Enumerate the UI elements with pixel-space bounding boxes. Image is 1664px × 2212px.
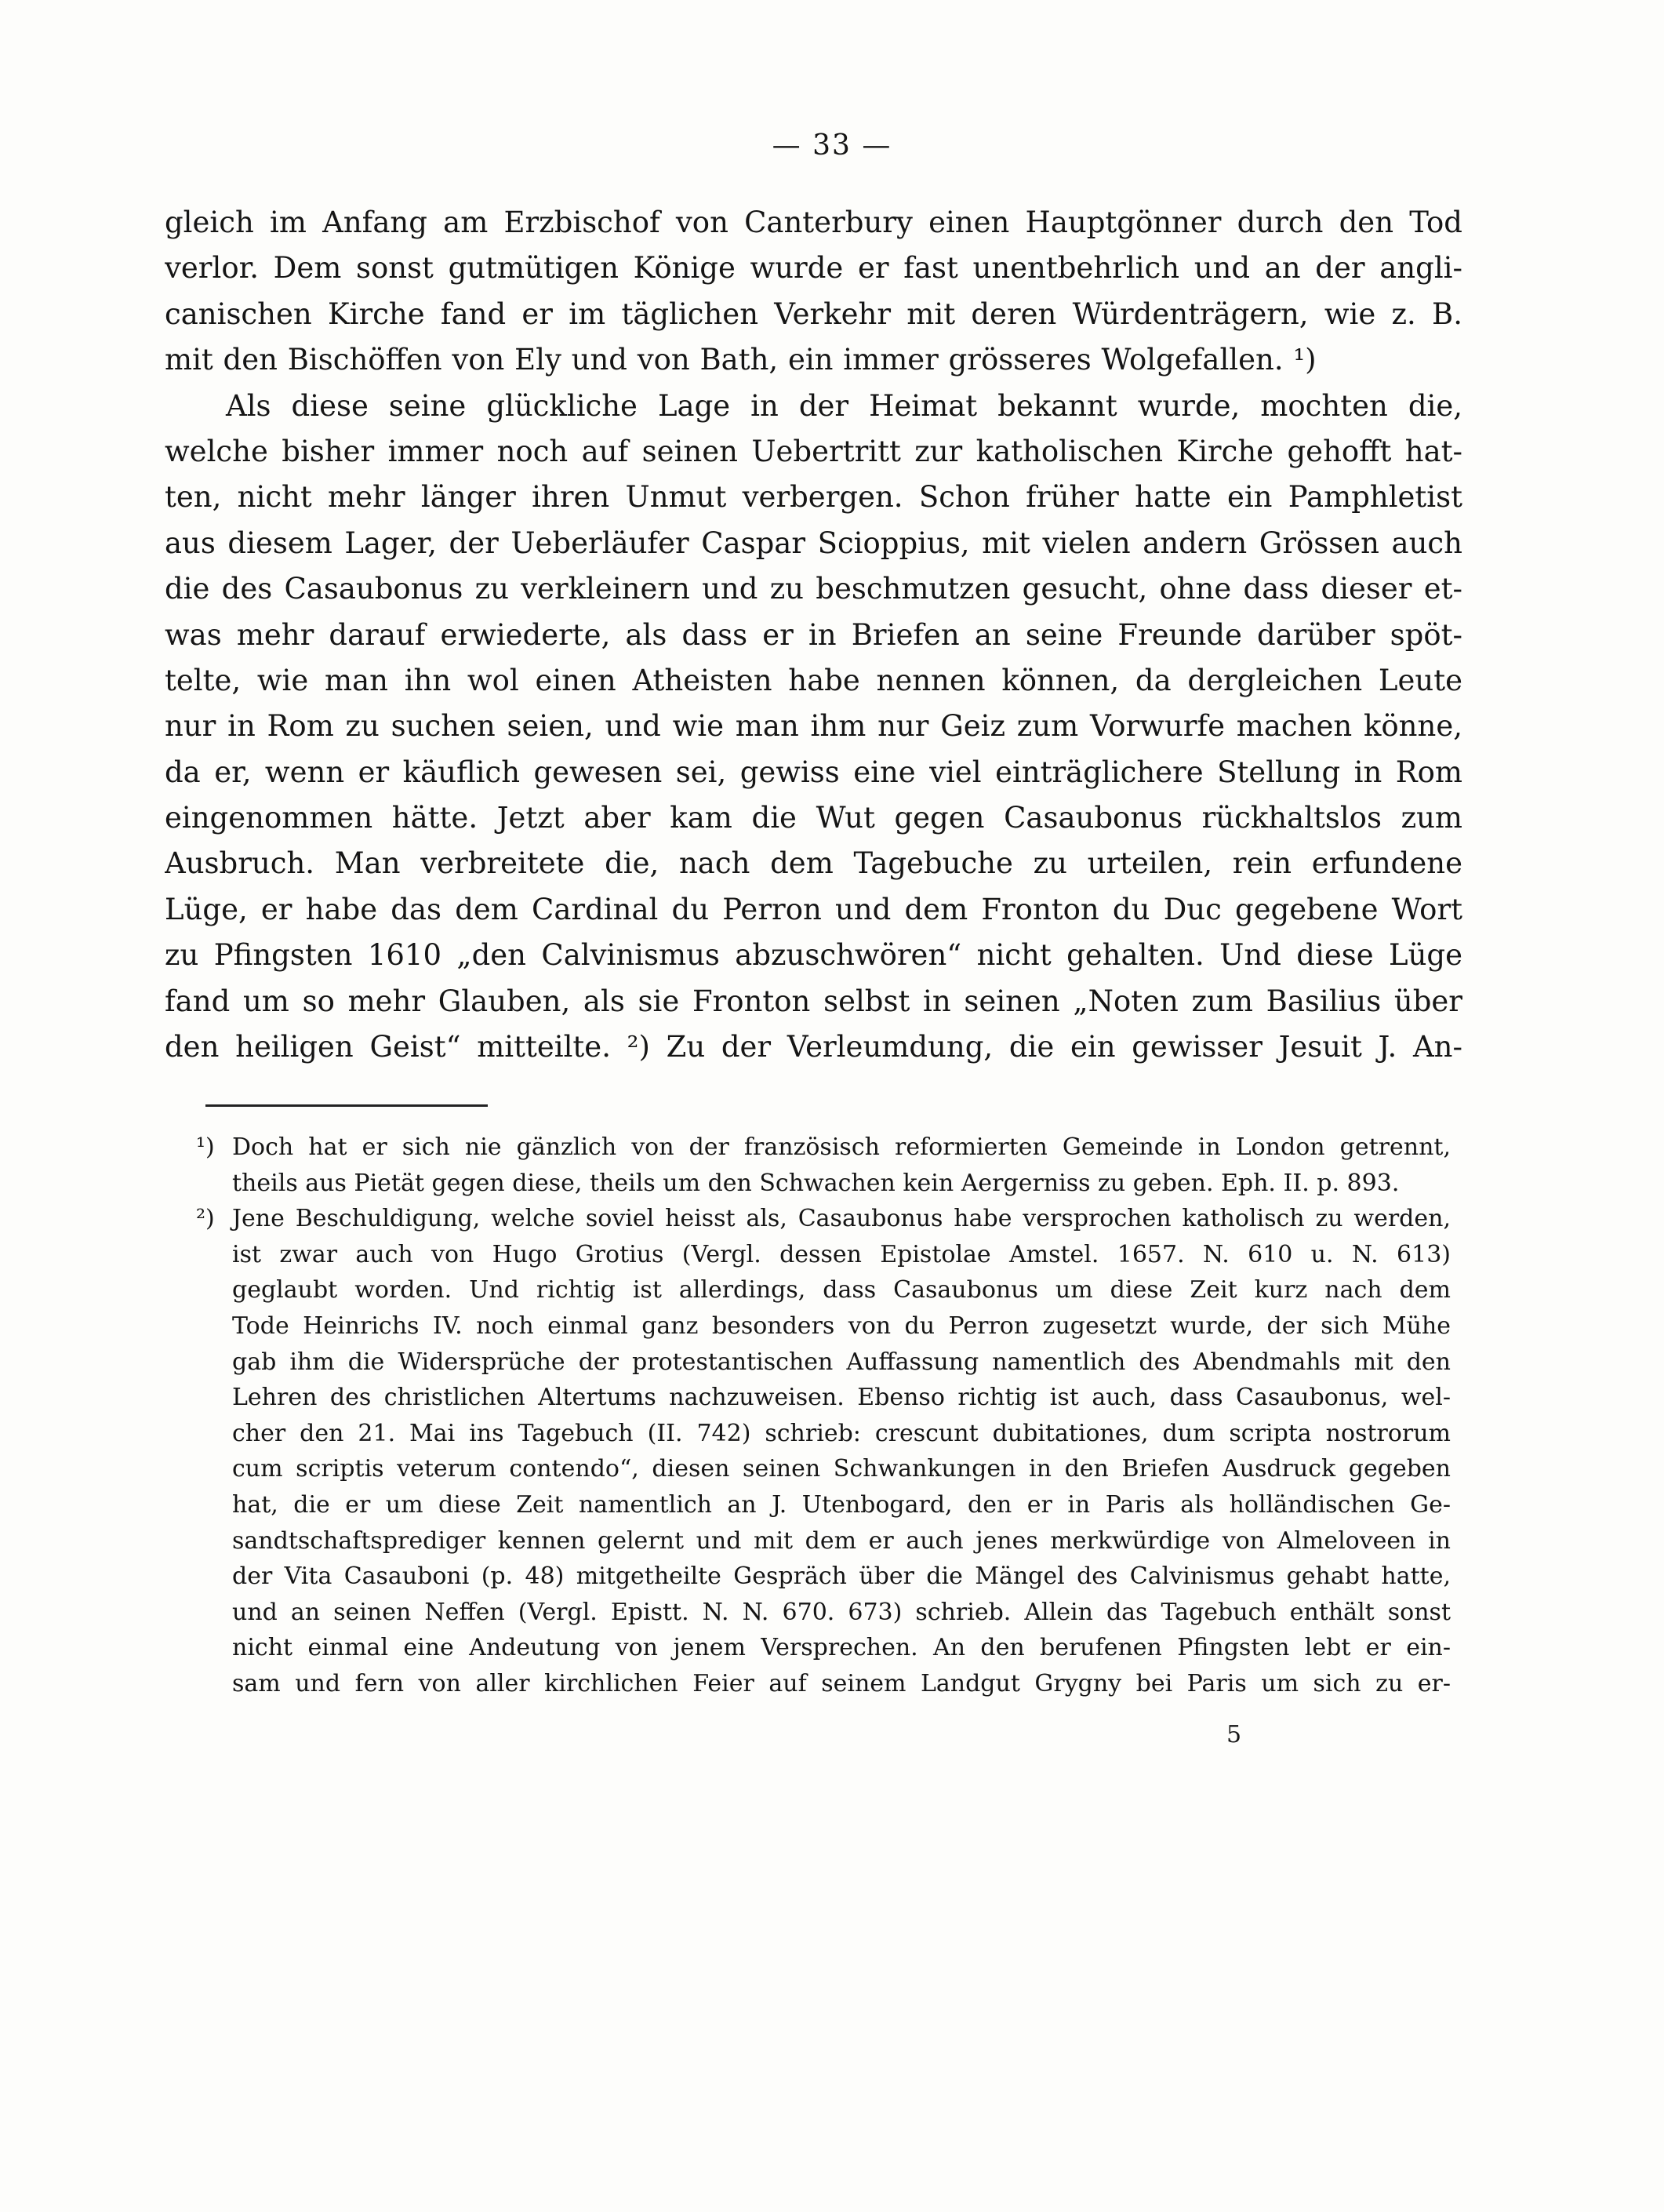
footnote-2-line: der Vita Casauboni (p. 48) mitgetheilte Gespräch über die Mängel des Calvinismus gehabt hatte,	[232, 1563, 1451, 1591]
text-line: nur in Rom zu suchen seien, und wie man ihm nur Geiz zum Vorwurfe machen könne,	[165, 709, 1462, 744]
footnote-2-line: cum scriptis veterum contendo“, diesen seinen Schwankungen in den Briefen Ausdruck gegeben	[232, 1455, 1451, 1483]
text-line: was mehr darauf erwiederte, als dass er in Briefen an seine Freunde darüber spöt-	[165, 617, 1462, 652]
page-number-header: — 33 —	[772, 129, 892, 162]
footnote-2-line: ist zwar auch von Hugo Grotius (Vergl. dessen Epistolae Amstel. 1657. N. 610 u. N. 613)	[232, 1240, 1451, 1268]
footnote-2-line: gab ihm die Widersprüche der protestantischen Auffassung namentlich des Abendmahls mit den	[232, 1348, 1451, 1376]
text-line: Lüge, er habe das dem Cardinal du Perron und dem Fronton du Duc gegebene Wort	[165, 892, 1462, 926]
footnote-2-line: nicht einmal eine Andeutung von jenem Versprechen. An den berufenen Pfingsten lebt er ein-	[232, 1634, 1451, 1662]
footnote-text: Doch hat er sich nie gänzlich von der französisch reformierten Gemeinde in London getrennt,	[232, 1133, 1451, 1161]
footnote-2-line: sandtschaftsprediger kennen gelernt und mit dem er auch jenes merkwürdige von Almeloveen in	[232, 1526, 1451, 1555]
footnote-2-line: cher den 21. Mai ins Tagebuch (II. 742) schrieb: crescunt dubitationes, dum scripta nostrorum	[232, 1419, 1451, 1447]
footnote-2-line: Tode Heinrichs IV. noch einmal ganz besonders von du Perron zugesetzt wurde, der sich Mühe	[232, 1312, 1451, 1340]
text-line: verlor. Dem sonst gutmütigen Könige wurde er fast unentbehrlich und an der angli-	[165, 251, 1462, 286]
text-line: Als diese seine glückliche Lage in der Heimat bekannt wurde, mochten die,	[226, 388, 1462, 423]
footnote-1-marker: ¹)	[196, 1133, 215, 1161]
text-line: welche bisher immer noch auf seinen Uebertritt zur katholischen Kirche gehofft hat-	[165, 434, 1462, 468]
printer-signature-mark: 5	[1226, 1721, 1242, 1748]
main-text	[165, 200, 1462, 1070]
footnote-2-line: Lehren des christlichen Altertums nachzuweisen. Ebenso richtig ist auch, dass Casaubonus, wel-	[232, 1384, 1451, 1412]
footnote-2-line	[196, 1201, 1451, 1237]
footnote-2-marker: ²)	[196, 1205, 215, 1233]
text-line: canischen Kirche fand er im täglichen Verkehr mit deren Würdenträgern, wie z. B.	[165, 297, 1462, 331]
text-line: den heiligen Geist“ mitteilte. ²) Zu der Verleumdung, die ein gewisser Jesuit J. An-	[165, 1030, 1462, 1064]
footnote-2-line: und an seinen Neffen (Vergl. Epistt. N. N. 670. 673) schrieb. Allein das Tagebuch enthält sonst	[232, 1598, 1451, 1626]
text-line: gleich im Anfang am Erzbischof von Canterbury einen Hauptgönner durch den Tod	[165, 206, 1462, 239]
text-line: fand um so mehr Glauben, als sie Fronton selbst in seinen „Noten zum Basilius über	[165, 984, 1462, 1018]
footnote-2-line: hat, die er um diese Zeit namentlich an J. Utenbogard, den er in Paris als holländischen Ge-	[232, 1490, 1451, 1519]
footnote-2-line: sam und fern von aller kirchlichen Feier auf seinem Landgut Grygny bei Paris um sich zu er-	[232, 1669, 1451, 1697]
footnote-1-line	[196, 1130, 1451, 1166]
footnote-1-line: theils aus Pietät gegen diese, theils um den Schwachen kein Aergerniss zu geben. Eph. II. p. 893.	[232, 1169, 1400, 1197]
text-line: da er, wenn er käuflich gewesen sei, gewiss eine viel einträglichere Stellung in Rom	[165, 755, 1462, 789]
text-line: telte, wie man ihn wol einen Atheisten habe nennen können, da dergleichen Leute	[165, 663, 1462, 697]
text-line: mit den Bischöffen von Ely und von Bath, ein immer grösseres Wolgefallen. ¹)	[165, 343, 1317, 377]
footnotes	[196, 1130, 1451, 1702]
text-line: eingenommen hätte. Jetzt aber kam die Wut gegen Casaubonus rückhaltslos zum	[165, 801, 1462, 835]
text-line: ten, nicht mehr länger ihren Unmut verbergen. Schon früher hatte ein Pamphletist	[165, 480, 1462, 515]
footnote-separator	[205, 1104, 488, 1107]
text-line: die des Casaubonus zu verkleinern und zu beschmutzen gesucht, ohne dass dieser et-	[165, 572, 1462, 606]
footnote-text: Jene Beschuldigung, welche soviel heisst als, Casaubonus habe versprochen katholisch zu werden,	[232, 1205, 1451, 1233]
text-line: zu Pfingsten 1610 „den Calvinismus abzuschwören“ nicht gehalten. Und diese Lüge	[165, 938, 1462, 973]
footnote-2-line: geglaubt worden. Und richtig ist allerdings, dass Casaubonus um diese Zeit kurz nach dem	[232, 1276, 1451, 1304]
text-line: aus diesem Lager, der Ueberläufer Caspar Scioppius, mit vielen andern Grössen auch	[165, 526, 1462, 560]
text-line: Ausbruch. Man verbreitete die, nach dem Tagebuche zu urteilen, rein erfundene	[165, 846, 1462, 881]
